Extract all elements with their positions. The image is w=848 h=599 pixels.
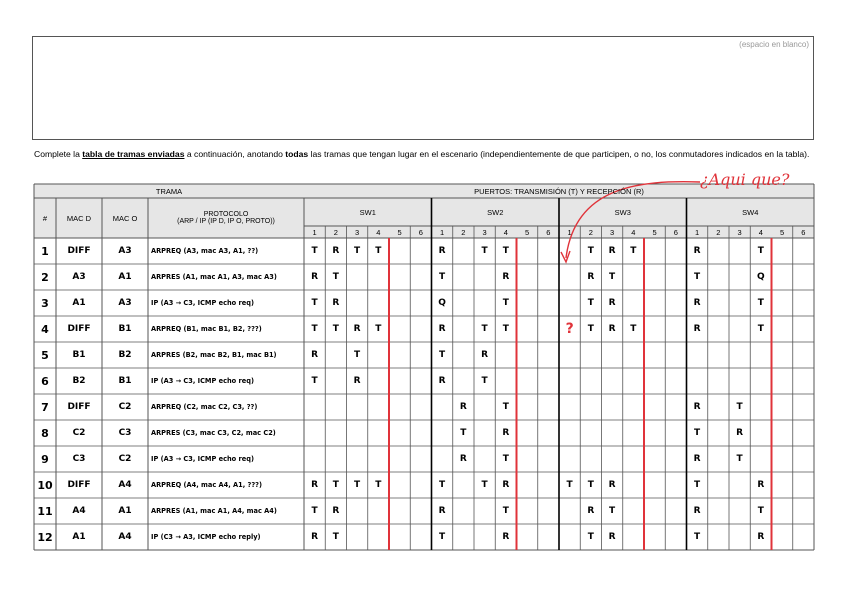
port-mark: R: [757, 480, 765, 490]
port-label: 1: [695, 227, 700, 237]
cell-mac-d: DIFF: [67, 402, 91, 412]
port-mark: T: [332, 532, 339, 542]
header-sw4: SW4: [742, 207, 759, 217]
port-label: 3: [737, 227, 742, 237]
port-mark: R: [311, 480, 319, 490]
port-mark: R: [481, 350, 489, 360]
cell-protocol: IP (A3 → C3, ICMP echo req): [151, 299, 254, 307]
port-label: 2: [716, 227, 721, 237]
port-mark: T: [757, 246, 764, 256]
port-label: 2: [333, 227, 338, 237]
port-mark: Q: [757, 272, 765, 282]
cell-mac-o: A1: [118, 506, 132, 516]
header-protocol: PROTOCOLO (ARP / IP (IP D, IP O, PROTO)): [177, 211, 275, 225]
cell-mac-d: DIFF: [67, 246, 91, 256]
port-mark: T: [332, 324, 339, 334]
port-label: 4: [503, 227, 508, 237]
port-mark: T: [354, 480, 361, 490]
port-mark: T: [694, 480, 701, 490]
port-mark: T: [481, 376, 488, 386]
cell-mac-d: A4: [72, 506, 86, 516]
instructions-mid: a continuación, anotando: [184, 149, 286, 159]
port-label: 1: [440, 227, 445, 237]
instructions-post: las tramas que tengan lugar en el escenario (independientemente de que participen, o no, los conmutadores indicados en la tabla).: [308, 149, 810, 159]
row-number: 1: [41, 244, 49, 258]
port-mark: T: [311, 376, 318, 386]
port-mark: T: [311, 246, 318, 256]
port-label: 2: [461, 227, 466, 237]
row-number: 10: [37, 478, 53, 492]
port-mark: T: [587, 480, 594, 490]
port-mark: R: [311, 350, 319, 360]
row-number: 4: [41, 322, 49, 336]
port-mark: T: [354, 246, 361, 256]
port-mark: T: [694, 272, 701, 282]
port-mark: T: [439, 350, 446, 360]
port-label: 6: [801, 227, 806, 237]
port-mark: T: [609, 506, 616, 516]
port-label: 5: [525, 227, 530, 237]
port-label: 5: [397, 227, 402, 237]
port-mark: T: [375, 324, 382, 334]
port-mark: T: [332, 272, 339, 282]
port-mark: ?: [565, 321, 574, 337]
row-number: 7: [41, 400, 49, 414]
port-mark: T: [587, 324, 594, 334]
port-mark: T: [502, 506, 509, 516]
port-mark: R: [693, 324, 701, 334]
cell-mac-d: C2: [72, 428, 86, 438]
port-label: 6: [546, 227, 551, 237]
port-label: 4: [631, 227, 636, 237]
row-number: 11: [37, 504, 53, 518]
cell-mac-o: C3: [118, 428, 132, 438]
port-mark: T: [439, 532, 446, 542]
port-mark: T: [311, 298, 318, 308]
port-mark: T: [481, 324, 488, 334]
port-mark: T: [375, 480, 382, 490]
port-mark: R: [332, 298, 340, 308]
port-mark: R: [502, 480, 510, 490]
handwritten-annotation: ¿Aqui que?: [700, 170, 790, 189]
port-label: 1: [567, 227, 572, 237]
row-number: 9: [41, 452, 49, 466]
port-mark: R: [332, 246, 340, 256]
port-mark: R: [587, 506, 595, 516]
port-label: 3: [610, 227, 615, 237]
header-sw1: SW1: [359, 207, 376, 217]
port-mark: R: [459, 454, 467, 464]
port-mark: T: [439, 272, 446, 282]
cell-mac-o: A1: [118, 272, 132, 282]
cell-mac-d: A3: [72, 272, 86, 282]
port-mark: T: [566, 480, 573, 490]
row-number: 2: [41, 270, 49, 284]
port-mark: R: [693, 506, 701, 516]
port-mark: T: [736, 454, 743, 464]
port-mark: T: [354, 350, 361, 360]
port-mark: R: [502, 428, 510, 438]
port-mark: R: [311, 532, 319, 542]
port-mark: T: [502, 324, 509, 334]
cell-protocol: IP (A3 → C3, ICMP echo req): [151, 377, 254, 385]
row-number: 5: [41, 348, 49, 362]
port-label: 6: [418, 227, 423, 237]
header-trama: TRAMA: [155, 186, 183, 196]
cell-mac-o: B2: [118, 350, 132, 360]
cell-mac-o: A3: [118, 246, 132, 256]
port-mark: R: [438, 324, 446, 334]
port-mark: T: [502, 246, 509, 256]
port-mark: R: [608, 298, 616, 308]
port-mark: T: [439, 480, 446, 490]
port-label: 4: [758, 227, 763, 237]
cell-protocol: ARPRES (C3, mac C3, C2, mac C2): [151, 429, 276, 437]
instructions-table-name: tabla de tramas enviadas: [82, 149, 185, 159]
port-mark: R: [693, 298, 701, 308]
cell-mac-d: C3: [72, 454, 86, 464]
port-mark: R: [608, 480, 616, 490]
port-mark: R: [353, 324, 361, 334]
port-mark: T: [694, 532, 701, 542]
port-mark: T: [587, 298, 594, 308]
cell-mac-d: A1: [72, 532, 86, 542]
port-label: 2: [588, 227, 593, 237]
port-mark: T: [694, 428, 701, 438]
instructions-bold: todas: [285, 149, 309, 159]
port-mark: R: [438, 246, 446, 256]
port-label: 4: [376, 227, 381, 237]
header-macd: MAC D: [66, 213, 92, 223]
cell-mac-o: A4: [118, 532, 132, 542]
cell-mac-d: DIFF: [67, 324, 91, 334]
port-label: 5: [652, 227, 657, 237]
port-mark: R: [608, 246, 616, 256]
port-mark: R: [693, 402, 701, 412]
row-number: 12: [37, 530, 53, 544]
port-mark: R: [693, 246, 701, 256]
cell-protocol: ARPRES (B2, mac B2, B1, mac B1): [151, 351, 277, 359]
port-label: 3: [482, 227, 487, 237]
cell-mac-d: A1: [72, 298, 86, 308]
cell-protocol: ARPREQ (B1, mac B1, B2, ???): [151, 325, 262, 333]
cell-mac-o: B1: [118, 376, 132, 386]
port-mark: R: [757, 532, 765, 542]
port-mark: T: [502, 298, 509, 308]
port-mark: R: [502, 532, 510, 542]
port-mark: R: [502, 272, 510, 282]
cell-mac-o: A3: [118, 298, 132, 308]
port-mark: T: [609, 272, 616, 282]
port-mark: T: [757, 506, 764, 516]
port-mark: R: [587, 272, 595, 282]
cell-protocol: ARPREQ (C2, mac C2, C3, ??): [151, 403, 258, 411]
cell-protocol: ARPREQ (A4, mac A4, A1, ???): [151, 481, 262, 489]
port-mark: R: [608, 532, 616, 542]
header-num: #: [42, 213, 48, 223]
cell-mac-o: C2: [118, 402, 132, 412]
port-mark: T: [630, 246, 637, 256]
port-mark: T: [757, 298, 764, 308]
cell-protocol: IP (C3 → A3, ICMP echo reply): [151, 533, 261, 541]
blank-space-label: (espacio en blanco): [739, 40, 809, 49]
row-number: 6: [41, 374, 49, 388]
port-mark: R: [353, 376, 361, 386]
cell-mac-d: DIFF: [67, 480, 91, 490]
port-mark: T: [587, 532, 594, 542]
port-mark: T: [736, 402, 743, 412]
port-mark: T: [502, 454, 509, 464]
port-label: 1: [312, 227, 317, 237]
cell-protocol: ARPREQ (A3, mac A3, A1, ??): [151, 247, 259, 255]
cell-mac-d: B2: [72, 376, 86, 386]
cell-mac-o: B1: [118, 324, 132, 334]
header-sw2: SW2: [487, 207, 504, 217]
port-mark: R: [438, 376, 446, 386]
row-number: 3: [41, 296, 49, 310]
port-mark: T: [502, 402, 509, 412]
port-mark: Q: [438, 298, 446, 308]
port-mark: T: [481, 480, 488, 490]
port-mark: T: [587, 246, 594, 256]
instructions-pre: Complete la: [34, 149, 83, 159]
header-ports: PUERTOS: TRANSMISIÓN (T) Y RECEPCIÓN (R): [474, 186, 644, 196]
header-maco: MAC O: [112, 213, 138, 223]
port-mark: T: [460, 428, 467, 438]
port-mark: R: [736, 428, 744, 438]
port-label: 6: [673, 227, 678, 237]
port-mark: R: [332, 506, 340, 516]
cell-mac-d: B1: [72, 350, 86, 360]
port-mark: T: [481, 246, 488, 256]
cell-mac-o: C2: [118, 454, 132, 464]
row-number: 8: [41, 426, 49, 440]
port-label: 5: [780, 227, 785, 237]
header-sw3: SW3: [614, 207, 631, 217]
port-mark: T: [311, 324, 318, 334]
cell-protocol: IP (A3 → C3, ICMP echo req): [151, 455, 254, 463]
port-mark: R: [459, 402, 467, 412]
port-mark: T: [757, 324, 764, 334]
port-label: 3: [355, 227, 360, 237]
cell-protocol: ARPRES (A1, mac A1, A3, mac A3): [151, 273, 277, 281]
port-mark: R: [608, 324, 616, 334]
port-mark: R: [438, 506, 446, 516]
port-mark: T: [332, 480, 339, 490]
port-mark: T: [630, 324, 637, 334]
port-mark: R: [311, 272, 319, 282]
port-mark: T: [375, 246, 382, 256]
port-mark: T: [311, 506, 318, 516]
cell-protocol: ARPRES (A1, mac A1, A4, mac A4): [151, 507, 277, 515]
port-mark: R: [693, 454, 701, 464]
cell-mac-o: A4: [118, 480, 132, 490]
